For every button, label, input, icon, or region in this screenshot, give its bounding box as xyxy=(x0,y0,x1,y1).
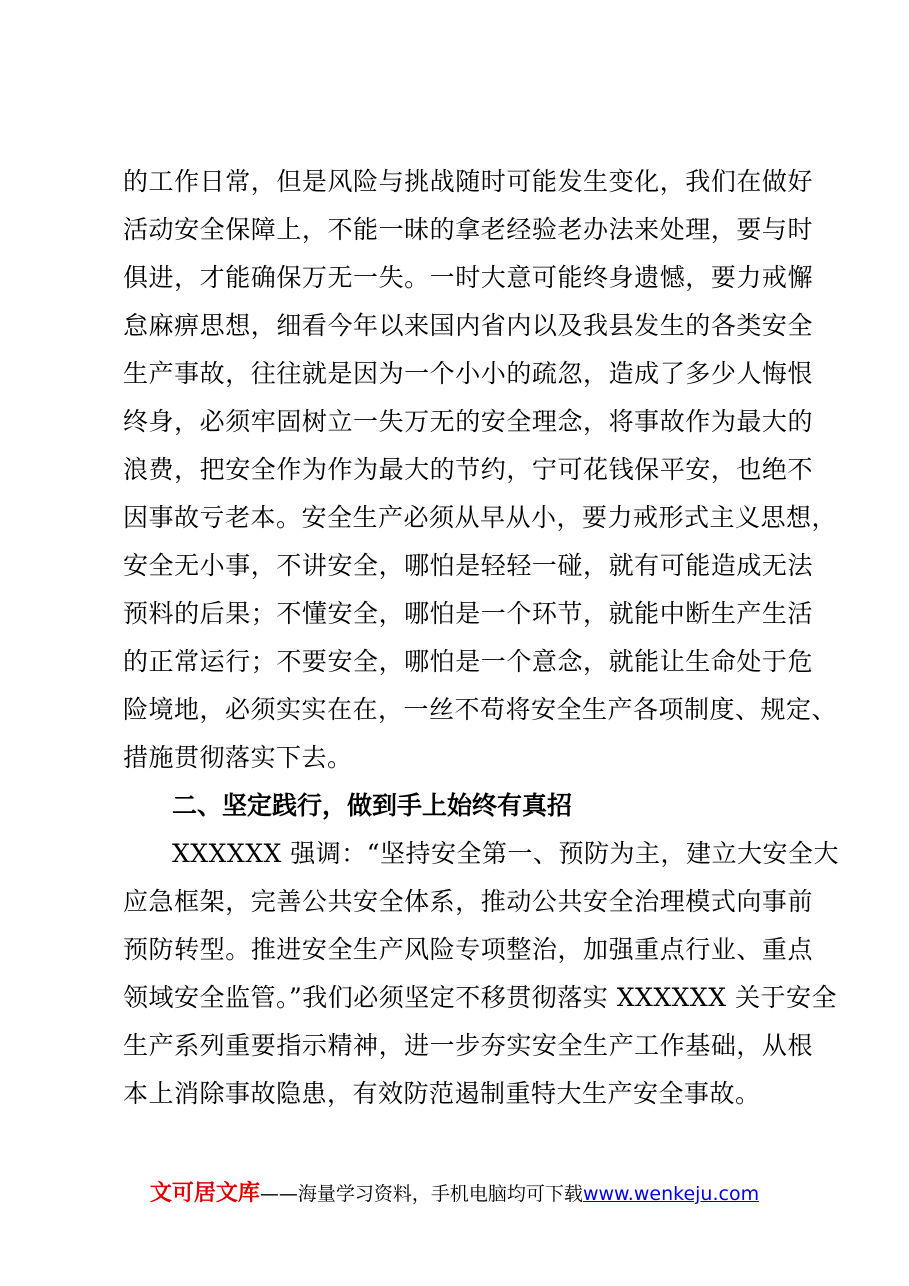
footer-slogan: ——海量学习资料，手机电脑均可下载 xyxy=(259,1183,583,1205)
paragraph-line: 终身，必须牢固树立一失万无的安全理念，将事故作为最大的 xyxy=(123,407,813,436)
paragraph-line: 活动安全保障上，不能一昧的拿老经验老办法来处理，要与时 xyxy=(123,215,813,244)
section-line: XXXXXX 强调：“坚持安全第一、预防为主，建立大安全大 xyxy=(172,839,840,868)
paragraph-line: 怠麻痹思想，细看今年以来国内省内以及我县发生的各类安全 xyxy=(123,311,813,340)
paragraph-line: 险境地，必须实实在在，一丝不苟将安全生产各项制度、规定、 xyxy=(123,695,838,724)
footer-brand: 文可居文库 xyxy=(149,1181,260,1206)
section-heading: 二、坚定践行，做到手上始终有真招 xyxy=(172,791,573,820)
section-line: 领域安全监管。”我们必须坚定不移贯彻落实 XXXXXX 关于安全 xyxy=(123,983,837,1012)
paragraph-line: 措施贯彻落实下去。 xyxy=(123,743,353,772)
section-line: 生产系列重要指示精神，进一步夯实安全生产工作基础，从根 xyxy=(123,1031,813,1060)
section-line: 本上消除事故隐患，有效防范遏制重特大生产安全事故。 xyxy=(123,1079,761,1108)
paragraph-line: 安全无小事，不讲安全，哪怕是轻轻一碰，就有可能造成无法 xyxy=(123,551,813,580)
paragraph-line: 预料的后果；不懂安全，哪怕是一个环节，就能中断生产生活 xyxy=(123,599,813,628)
footer-banner xyxy=(0,1180,909,1208)
paragraph-line: 浪费，把安全作为作为最大的节约，宁可花钱保平安，也绝不 xyxy=(123,455,813,484)
paragraph-line: 生产事故，往往就是因为一个小小的疏忽，造成了多少人悔恨 xyxy=(123,359,813,388)
paragraph-line: 因事故亏老本。安全生产必须从早从小，要力戒形式主义思想， xyxy=(123,503,838,532)
paragraph-line: 的正常运行；不要安全，哪怕是一个意念，就能让生命处于危 xyxy=(123,647,813,676)
section-line: 预防转型。推进安全生产风险专项整治，加强重点行业、重点 xyxy=(123,935,813,964)
paragraph-line: 俱进，才能确保万无一失。一时大意可能终身遗憾，要力戒懈 xyxy=(123,263,813,292)
paragraph-line: 的工作日常，但是风险与挑战随时可能发生变化，我们在做好 xyxy=(123,167,813,196)
footer-url-link[interactable]: www.wenkeju.com xyxy=(582,1183,760,1205)
section-line: 应急框架，完善公共安全体系，推动公共安全治理模式向事前 xyxy=(123,887,813,916)
